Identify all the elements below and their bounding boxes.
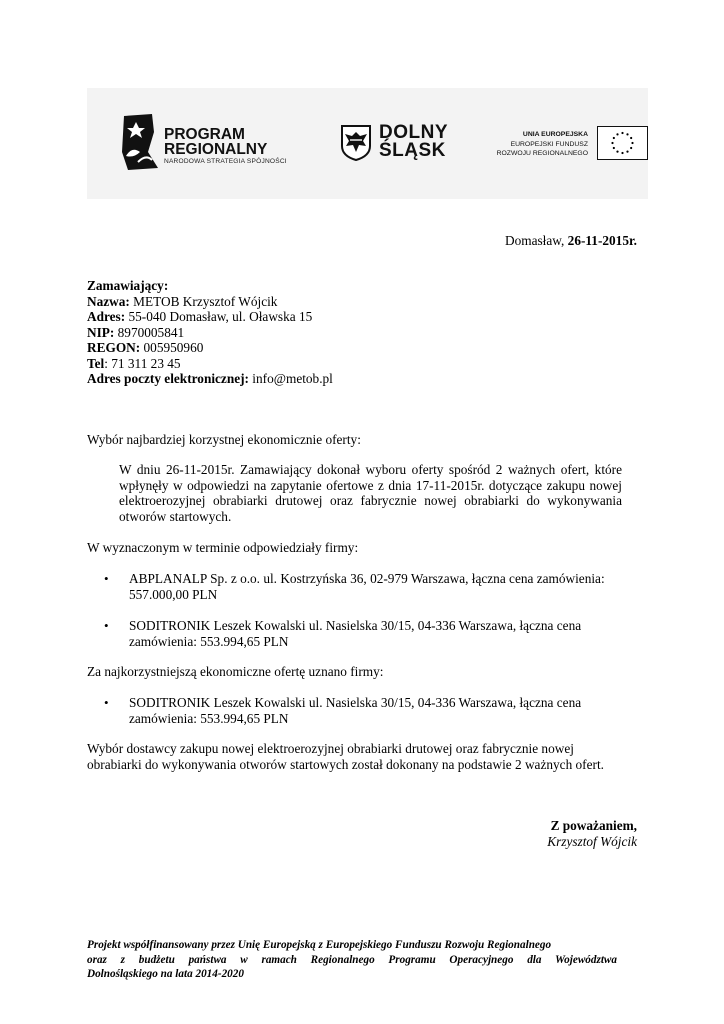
buyer-name: METOB Krzysztof Wójcik xyxy=(129,293,278,309)
eu-logo-line3: ROZWOJU REGIONALNEGO xyxy=(496,150,588,157)
buyer-details xyxy=(87,278,333,387)
region-logo-text xyxy=(379,124,448,160)
lower-silesia-eagle-crest-icon xyxy=(340,124,372,162)
eu-star-icon xyxy=(626,133,628,135)
eu-star-icon xyxy=(630,147,632,149)
bidder-line: zamówienia: 553.994,65 PLN xyxy=(129,633,289,649)
funding-footer xyxy=(87,938,617,982)
buyer-tel-label: Tel xyxy=(87,355,105,371)
summary-line: Wybór dostawcy zakupu nowej elektroerozyjnej obrabiarki drutowej oraz fabrycznie nowej xyxy=(87,741,574,756)
buyer-heading: Zamawiający: xyxy=(87,278,169,293)
footer-line: Dolnośląskiego na lata 2014-2020 xyxy=(87,968,244,980)
winner-item xyxy=(129,695,581,726)
program-logo-title xyxy=(164,127,267,157)
winner-line: zamówienia: 553.994,65 PLN xyxy=(129,710,289,726)
buyer-regon-label: REGON: xyxy=(87,340,141,355)
bidder-item xyxy=(129,618,581,649)
place-text: Domasław, xyxy=(505,233,568,248)
bidder-item xyxy=(129,571,605,602)
eu-star-icon xyxy=(630,137,632,139)
responded-heading: W wyznaczonym w terminie odpowiedziały firmy: xyxy=(87,540,359,555)
bullet-dot-icon: • xyxy=(104,695,109,710)
region-logo-line1: DOLNY xyxy=(379,122,448,143)
eu-star-icon xyxy=(626,151,628,153)
bidder-line: 557.000,00 PLN xyxy=(129,586,218,602)
letter-date: 26-11-2015r. xyxy=(567,233,637,248)
program-logo-line2: REGIONALNY xyxy=(164,141,268,158)
bidder-line: SODITRONIK Leszek Kowalski ul. Nasielska 30/15, 04-336 Warszawa, łączna cena xyxy=(129,618,582,633)
closing-greeting: Z poważaniem, xyxy=(550,818,637,833)
buyer-tel: : 71 311 23 45 xyxy=(104,355,181,371)
summary-paragraph xyxy=(87,741,637,772)
bidder-line: ABPLANALP Sp. z o.o. ul. Kostrzyńska 36, 02-979 Warszawa, łączna cena zamówienia: xyxy=(129,571,605,586)
buyer-tel-row xyxy=(87,356,333,372)
eu-flag-stars-icon xyxy=(597,126,648,160)
eu-logo-line1: UNIA EUROPEJSKA xyxy=(522,131,588,138)
buyer-address-row xyxy=(87,309,333,325)
eu-star-icon xyxy=(621,152,623,154)
buyer-name-label: Nazwa: xyxy=(87,293,130,309)
place-and-date xyxy=(505,233,637,249)
eu-star-icon xyxy=(611,142,613,144)
signature-name: Krzysztof Wójcik xyxy=(547,833,637,849)
closing-block xyxy=(547,818,637,849)
bullet-dot-icon: • xyxy=(104,571,109,586)
eu-logo-line2: EUROPEJSKI FUNDUSZ xyxy=(510,140,588,148)
footer-line: Projekt współfinansowany przez Unię Europejską z Europejskiego Funduszu Rozwoju Regionalnego xyxy=(87,939,552,951)
footer-line: oraz z budżetu państwa w ramach Regionalnego Programu Operacyjnego dla Województwa xyxy=(87,953,617,966)
eu-star-icon xyxy=(616,151,618,153)
buyer-address: 55-040 Domasław, ul. Oławska 15 xyxy=(125,309,313,324)
bullet-dot-icon: • xyxy=(104,618,109,633)
eu-star-icon xyxy=(621,132,623,134)
buyer-regon-row xyxy=(87,340,333,356)
buyer-name-row xyxy=(87,294,333,310)
buyer-email-label: Adres poczty elektronicznej: xyxy=(87,371,249,386)
region-logo-line2: ŚLĄSK xyxy=(379,140,446,161)
eu-star-icon xyxy=(616,133,618,135)
selection-paragraph-line: otworów startowych. xyxy=(119,508,232,524)
winner-heading: Za najkorzystniejszą ekonomiczne ofertę uznano firmy: xyxy=(87,664,384,679)
buyer-nip-row xyxy=(87,325,333,341)
selection-paragraph-line: wpłynęły w odpowiedzi na zapytanie ofertowe z dnia 17-11-2015r. dotyczące zakupu nowej xyxy=(119,477,622,493)
eu-star-icon xyxy=(613,137,615,139)
program-logo-subtitle: NARODOWA STRATEGIA SPÓJNOŚCI xyxy=(164,158,287,165)
buyer-nip-label: NIP: xyxy=(87,324,115,340)
eu-logo-text xyxy=(488,130,588,159)
eu-star-icon xyxy=(613,147,615,149)
buyer-email: info@metob.pl xyxy=(248,371,333,386)
buyer-regon: 005950960 xyxy=(140,340,204,355)
summary-line: obrabiarki do wykonywania otworów startowych został dokonany na podstawie 2 ważnych ofert. xyxy=(87,756,604,772)
selection-paragraph xyxy=(119,462,622,524)
buyer-email-row xyxy=(87,371,333,387)
eu-star-icon xyxy=(631,142,633,144)
intro-text: Wybór najbardziej korzystnej ekonomicznie oferty: xyxy=(87,432,361,447)
selection-paragraph-line: W dniu 26-11-2015r. Zamawiający dokonał wyboru oferty spośród 2 ważnych ofert, które xyxy=(119,462,622,477)
buyer-address-label: Adres: xyxy=(87,309,126,324)
buyer-nip: 8970005841 xyxy=(114,324,185,340)
program-logo-line1: PROGRAM xyxy=(164,126,245,143)
winner-line: SODITRONIK Leszek Kowalski ul. Nasielska 30/15, 04-336 Warszawa, łączna cena xyxy=(129,695,582,710)
selection-paragraph-line: elektroerozyjnej obrabiarki drutowej oraz fabrycznie nowej obrabiarki do wykonywania xyxy=(119,493,622,508)
